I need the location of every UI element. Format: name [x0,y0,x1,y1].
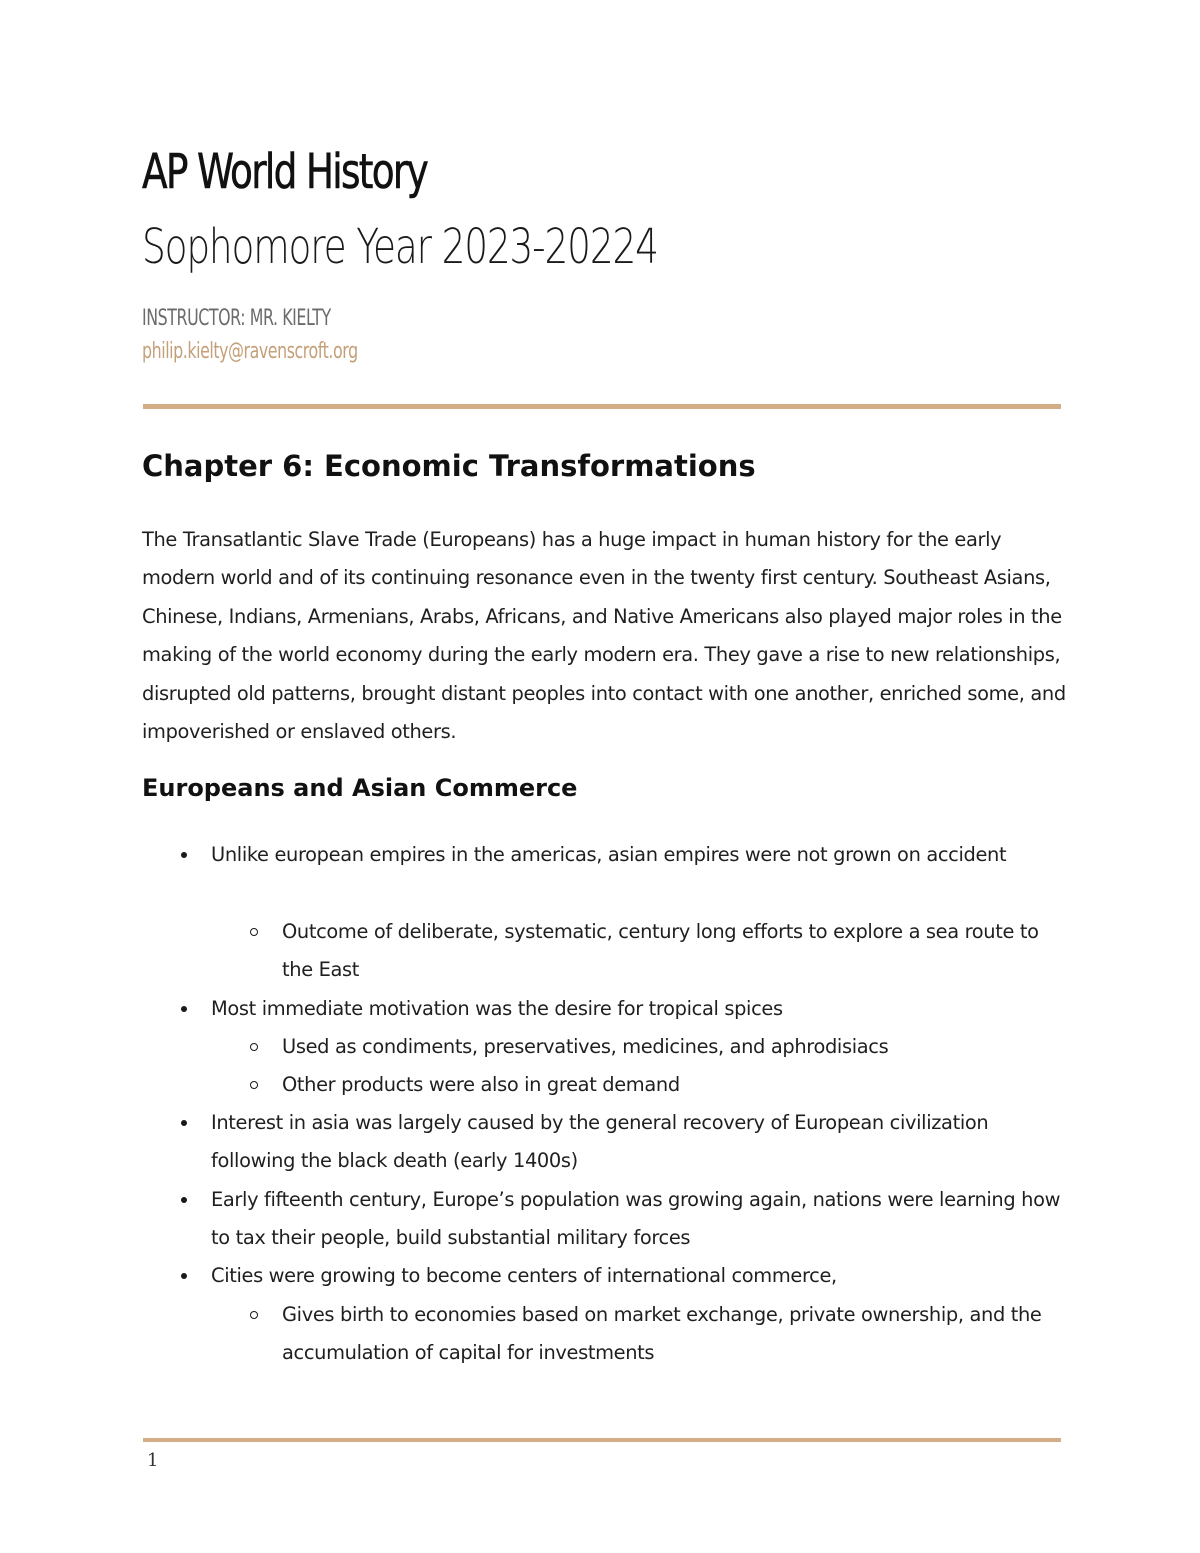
list-item-text: Most immediate motivation was the desire for tropical spices [211,997,783,1020]
sub-list-item [282,913,1072,990]
bullet-circle-icon [250,1311,258,1319]
list-item [211,1181,1071,1258]
chapter-intro-paragraph: The Transatlantic Slave Trade (Europeans) has a huge impact in human history for the early modern world and of its continuing resonance even in the twenty first century. Southeast Asians, Chinese, Indians, Armenians, Arabs, Africans, and Native Americans also played major roles in the making of the world economy during the early modern era. They gave a rise to new relationships, disrupted old patterns, brought distant peoples into contact with one another, enriched some, and impoverished or enslaved others. [142,528,1066,744]
sub-list-item-text: Outcome of deliberate, systematic, century long efforts to explore a sea route to the East [282,920,1039,982]
list-item-text: Interest in asia was largely caused by the general recovery of European civilization following the black death (early 1400s) [211,1111,989,1173]
list-item [211,990,1071,1028]
sub-list-item-text: Other products were also in great demand [282,1073,680,1096]
document-subtitle: Sophomore Year 2023-20224 [142,219,658,275]
bullet-dot-icon [181,1120,187,1126]
list-item [211,836,1071,874]
page-number: 1 [147,1450,159,1471]
sub-list-item-text: Used as condiments, preservatives, medicines, and aphrodisiacs [282,1035,889,1058]
bullet-dot-icon [181,1197,187,1203]
bullet-dot-icon [181,852,187,858]
sub-list-item-text: Gives birth to economies based on market exchange, private ownership, and the accumulation of capital for investments [282,1303,1042,1365]
instructor-name: INSTRUCTOR: MR. KIELTY [142,306,331,331]
sub-list-item [282,1296,1072,1373]
bullet-circle-icon [250,1043,258,1051]
bullet-dot-icon [181,1006,187,1012]
list-item-text: Unlike european empires in the americas, asian empires were not grown on accident [211,843,1007,866]
bullet-dot-icon [181,1273,187,1279]
bullet-circle-icon [250,1081,258,1089]
list-item [211,1257,1071,1295]
instructor-email[interactable]: philip.kielty@ravenscroft.org [142,339,358,364]
document-title: AP World History [142,144,428,200]
chapter-heading: Chapter 6: Economic Transformations [142,449,756,483]
bullet-circle-icon [250,928,258,936]
sub-list-item [282,1028,1072,1066]
list-item [211,1104,1071,1181]
list-item-text: Early fifteenth century, Europe’s population was growing again, nations were learning how to tax their people, build substantial military forces [211,1188,1061,1250]
sub-list-item [282,1066,1072,1104]
header-divider [143,404,1061,409]
footer-divider [143,1438,1061,1442]
list-item-text: Cities were growing to become centers of international commerce, [211,1264,837,1287]
section-heading: Europeans and Asian Commerce [142,774,578,802]
